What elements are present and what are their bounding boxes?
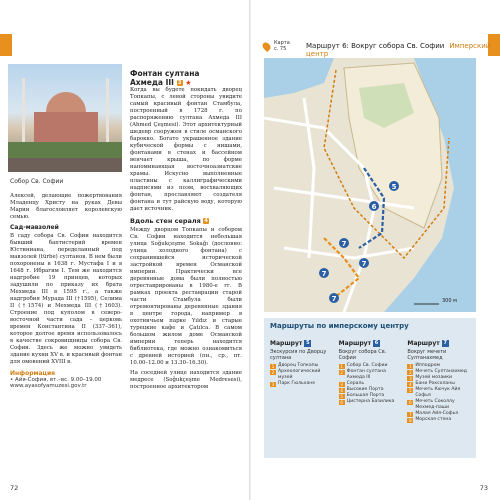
chapter-tab-left <box>0 34 12 56</box>
legend-item: 1 Дворец Топкапы <box>271 363 319 369</box>
legend-columns <box>270 340 472 423</box>
legend-item: 5 Большая Порта <box>340 393 385 399</box>
svg-text:6: 6 <box>371 203 377 211</box>
legend-item: 3 Сераль <box>340 381 365 387</box>
map-reference: Карта с. 75 <box>274 40 290 52</box>
legend-item: 6 Цистерна Базилика <box>340 399 395 405</box>
legend-item: 2 Мечеть Султанахмед <box>409 369 467 375</box>
street-text-2: На соседней улице находится здание медресе (Soğukçeşme Medresesi), построенное архитектором <box>130 370 242 390</box>
svg-text:7: 7 <box>321 270 327 278</box>
mausoleum-heading: Сад-мавзолей <box>10 224 59 231</box>
legend-item: 1 Ипподром <box>409 363 440 369</box>
intro-paragraph: Алексей, делающие пожертвования Младенцу Христу на руках Девы Марии благословляет королевскую семью. <box>10 193 122 220</box>
legend-route-title: Маршрут 5 <box>270 340 310 347</box>
route-category: Имперский центр <box>306 42 491 58</box>
star-icon: ★ <box>185 78 192 87</box>
legend-heading: Маршруты по имперскому центру <box>270 322 409 330</box>
legend-route-6 <box>339 340 404 423</box>
legend-route-subtitle: Экскурсия по Дворцу султана <box>270 349 327 361</box>
street-heading: Вдоль стен сераля 4 <box>130 217 208 225</box>
info-hours: • Айя-София, вт.–вс. 9.00–19.00 <box>10 377 102 383</box>
legend-route-title: Маршрут 7 <box>407 340 447 347</box>
hagia-sophia-photo <box>8 64 122 172</box>
map-pin-icon <box>261 41 272 52</box>
legend-route-7 <box>407 340 472 423</box>
svg-text:7: 7 <box>361 260 367 268</box>
left-column <box>10 193 122 389</box>
page-number-right: 73 <box>479 484 488 492</box>
route-legend <box>264 318 476 458</box>
legend-item: 4 Бани Роксоланы <box>409 381 455 387</box>
svg-text:7: 7 <box>341 240 347 248</box>
legend-item: 7 Малая Айя-Софья <box>409 411 459 417</box>
svg-text:7: 7 <box>331 295 337 303</box>
page-number-left: 72 <box>10 484 19 492</box>
book-spine <box>249 0 251 500</box>
legend-route-title: Маршрут 6 <box>338 340 379 347</box>
svg-text:5: 5 <box>391 183 397 191</box>
legend-item: 6 Мечеть Соколлу Мехмед-паши <box>409 399 455 410</box>
fountain-text: Когда вы будете покидать дворец Топкапы, с левой стороны увидите самый красивый фонтан Стамбула, построенный в 1728 г. по распоряжению султана Ахмеда III (Ahmed Çeşmesi). Этот архитектурный шедевр сооружен в стиле османского барокко. Богато украшенное здание кубической формы с нишами, фонтанами в стенах и бассейном венчает крыша, по форме напоминающая восточноазиатские храмы. Искусно выполненные пластины с каллиграфическими надписями из поэм, восхваляющих фонтан, прославляют создателя фонтана и тут райскую воду, которую дает источник. <box>130 87 242 212</box>
route-map[interactable] <box>264 58 476 312</box>
legend-item: 4 Высокие Порта <box>340 387 384 393</box>
mausoleum-text: В саду собора Св. Софии находится бывший баптистерий времен Юстиниана, переделанный под мавзолей (türbe) султанов. В нем были похоронены в 1638 г. Мустафа I и в 1648 г. Ибрагим I. Тем же находится надгробие 19 принцев, которых задушили по приказу их брата Мехмеда III в 1595 г., а также надгробия Мурада III (†1595), Селима II (†1574) и Мехмеда III (†1603). Строение под куполом в северо-восточной части сада – церковь времен Константина II (337–361), которое долгое время использовалось в качестве сокровищницы собора Св. Софии. Здесь же можно увидеть здание кухни XV в. и красивый фонтан для омовений XVIII в. <box>10 233 122 365</box>
legend-item: 3 Парк Гюльхане <box>271 381 316 387</box>
legend-item: 1 Собор Св. Софии <box>340 363 388 369</box>
info-heading: Информация <box>10 370 55 377</box>
map-scale: 300 м <box>442 298 457 304</box>
legend-item: 8 Морская стена <box>409 417 452 423</box>
map-number-badge: 4 <box>204 218 208 224</box>
legend-item: 5 Мечеть Кючук Айя Софья <box>409 387 461 398</box>
legend-route-5 <box>270 340 335 423</box>
legend-route-subtitle: Вокруг собора Св. Софии <box>338 349 387 361</box>
info-url[interactable]: www.ayasofyamuzesi.gov.tr <box>10 383 87 389</box>
legend-item: 2 Археологический музей <box>271 369 321 380</box>
legend-route-subtitle: Вокруг мечети Султанахмед <box>407 349 447 361</box>
legend-item: 2 Фонтан султана Ахмеда III <box>340 369 386 380</box>
fountain-heading: Фонтан султана Ахмеда III 3 ★ <box>130 69 200 87</box>
map-graphic <box>264 58 476 312</box>
street-text: Между дворцом Топкапы и собором Св. Софии находится небольшая улица Soğukçeşme Sokağı (дословно: улица холодного фонтана) с сохранившейся исторической застройкой времен Османской империи. Практически все деревянные дома были полностью отреставрированы в 1980-е гг. В рамках проекта реставрации старой части Стамбула были отремонтированы деревянные здания в центре города, например в охотничьем парке Yıldız и старые турецкие кафе и Çatılca. В самом большом жилом доме Османской империи теперь находится библиотека, где можно ознакомиться с древней историей (пн., ср., пт. 10.00–12.00 и 13.30–16.30). <box>130 227 242 366</box>
middle-column <box>130 70 242 394</box>
legend-item: 3 Музей мозаики <box>409 375 453 381</box>
route-title: Маршрут 6: Вокруг собора Св. Софии Имперский центр <box>306 42 491 58</box>
map-number-badge: 3 <box>177 79 182 86</box>
photo-caption: Собор Св. Софии <box>10 178 64 185</box>
